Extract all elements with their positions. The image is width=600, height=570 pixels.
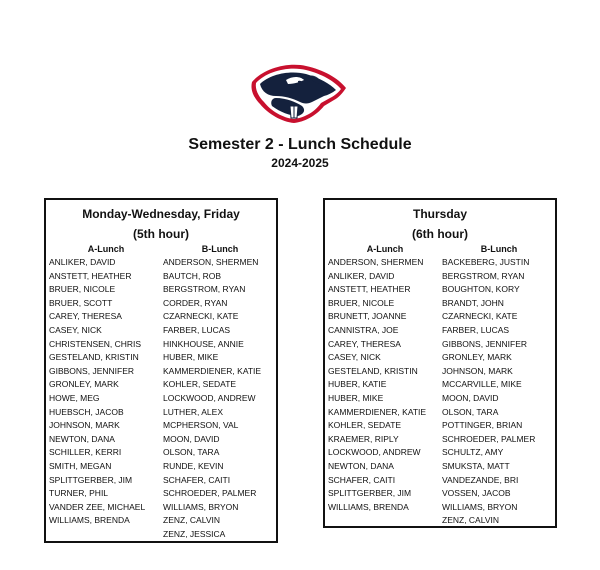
list-item: LOCKWOOD, ANDREW: [328, 447, 421, 458]
schedule-hour: (6th hour): [412, 227, 468, 241]
list-item: CZARNECKI, KATE: [163, 311, 239, 322]
beaver-logo-icon: [246, 60, 352, 126]
list-item: WILLIAMS, BRYON: [163, 501, 239, 512]
list-item: HUEBSCH, JACOB: [49, 406, 124, 417]
list-item: CZARNECKI, KATE: [442, 311, 518, 322]
list-item: SPLITTGERBER, JIM: [328, 488, 412, 499]
list-item: BAUTCH, ROB: [163, 270, 222, 281]
list-item: JOHNSON, MARK: [49, 420, 120, 431]
list-item: VOSSEN, JACOB: [442, 488, 511, 499]
list-item: BRUER, NICOLE: [49, 284, 116, 295]
list-item: KAMMERDIENER, KATIE: [163, 365, 262, 376]
list-item: BERGSTROM, RYAN: [163, 284, 246, 295]
list-item: WILLIAMS, BRENDA: [328, 501, 409, 512]
list-item: BRUER, NICOLE: [328, 297, 395, 308]
list-item: NEWTON, DANA: [328, 460, 394, 471]
list-item: SCHILLER, KERRI: [49, 447, 122, 458]
list-item: GRONLEY, MARK: [442, 352, 512, 363]
list-item: KOHLER, SEDATE: [328, 420, 402, 431]
list-item: CASEY, NICK: [49, 324, 102, 335]
list-item: KRAEMER, RIPLY: [328, 433, 399, 444]
b-lunch-header: B-Lunch: [201, 244, 239, 254]
list-item: MCCARVILLE, MIKE: [442, 379, 522, 390]
list-item: SCHAFER, CAITI: [163, 474, 231, 485]
list-item: SCHAFER, CAITI: [328, 474, 396, 485]
a-lunch-header: A-Lunch: [366, 244, 404, 254]
b-lunch-list: [442, 256, 535, 528]
list-item: FARBER, LUCAS: [442, 324, 510, 335]
schedule-thursday: [323, 198, 557, 528]
list-item: NEWTON, DANA: [49, 433, 115, 444]
list-item: MCPHERSON, VAL: [163, 420, 239, 431]
list-item: SMUKSTA, MATT: [442, 460, 510, 471]
list-item: VANDER ZEE, MICHAEL: [49, 501, 146, 512]
list-item: ANDERSON, SHERMEN: [328, 257, 424, 267]
list-item: WILLIAMS, BRENDA: [49, 515, 130, 526]
list-item: ZENZ, CALVIN: [442, 515, 499, 526]
list-item: GRONLEY, MARK: [49, 379, 119, 390]
list-item: LOCKWOOD, ANDREW: [163, 392, 256, 403]
list-item: BRUER, SCOTT: [49, 297, 113, 308]
list-item: CASEY, NICK: [328, 352, 381, 363]
list-item: ANLIKER, DAVID: [49, 257, 116, 267]
list-item: ANDERSON, SHERMEN: [163, 257, 259, 267]
list-item: SPLITTGERBER, JIM: [49, 474, 133, 485]
list-item: HINKHOUSE, ANNIE: [163, 338, 244, 349]
list-item: ZENZ, JESSICA: [163, 528, 226, 539]
list-item: CAREY, THERESA: [328, 338, 401, 349]
school-year: 2024-2025: [271, 156, 329, 170]
list-item: MOON, DAVID: [442, 392, 499, 403]
list-item: GIBBONS, JENNIFER: [49, 365, 135, 376]
list-item: POTTINGER, BRIAN: [442, 420, 523, 431]
list-item: SCHROEDER, PALMER: [163, 488, 257, 499]
list-item: GIBBONS, JENNIFER: [442, 338, 528, 349]
list-item: ANSTETT, HEATHER: [328, 284, 411, 295]
list-item: GESTELAND, KRISTIN: [49, 352, 139, 363]
list-item: VANDEZANDE, BRI: [442, 474, 519, 485]
list-item: ANSTETT, HEATHER: [49, 270, 132, 281]
list-item: ANLIKER, DAVID: [328, 270, 395, 281]
list-item: ZENZ, CALVIN: [163, 515, 220, 526]
list-item: HUBER, MIKE: [328, 392, 384, 403]
page-title: Semester 2 - Lunch Schedule: [188, 136, 412, 153]
list-item: HUBER, KATIE: [328, 379, 387, 390]
a-lunch-header: A-Lunch: [87, 244, 125, 254]
list-item: CHRISTENSEN, CHRIS: [49, 338, 142, 349]
list-item: CORDER, RYAN: [163, 297, 228, 308]
list-item: GESTELAND, KRISTIN: [328, 365, 418, 376]
list-item: MOON, DAVID: [163, 433, 220, 444]
schedule-mwf: [44, 198, 278, 543]
list-item: TURNER, PHIL: [49, 488, 109, 499]
list-item: BERGSTROM, RYAN: [442, 270, 525, 281]
list-item: SCHROEDER, PALMER: [442, 433, 536, 444]
list-item: BOUGHTON, KORY: [442, 284, 520, 295]
b-lunch-list: [163, 256, 261, 541]
list-item: SCHULTZ, AMY: [442, 447, 504, 458]
list-item: KOHLER, SEDATE: [163, 379, 237, 390]
schedule-days: Monday-Wednesday, Friday: [82, 207, 240, 221]
list-item: WILLIAMS, BRYON: [442, 501, 518, 512]
schedule-days: Thursday: [412, 207, 467, 221]
list-item: HOWE, MEG: [49, 392, 100, 403]
list-item: SMITH, MEGAN: [49, 460, 112, 471]
list-item: KAMMERDIENER, KATIE: [328, 406, 427, 417]
list-item: CANNISTRA, JOE: [328, 324, 399, 335]
b-lunch-header: B-Lunch: [480, 244, 518, 254]
list-item: BRANDT, JOHN: [442, 297, 504, 308]
list-item: JOHNSON, MARK: [442, 365, 513, 376]
list-item: BACKEBERG, JUSTIN: [442, 257, 530, 267]
list-item: LUTHER, ALEX: [163, 406, 223, 417]
list-item: RUNDE, KEVIN: [163, 460, 224, 471]
list-item: CAREY, THERESA: [49, 311, 122, 322]
list-item: OLSON, TARA: [442, 406, 499, 417]
a-lunch-list: [328, 256, 426, 514]
list-item: HUBER, MIKE: [163, 352, 219, 363]
list-item: FARBER, LUCAS: [163, 324, 231, 335]
schedule-hour: (5th hour): [133, 227, 189, 241]
a-lunch-list: [49, 256, 145, 528]
list-item: BRUNETT, JOANNE: [328, 311, 407, 322]
list-item: OLSON, TARA: [163, 447, 220, 458]
